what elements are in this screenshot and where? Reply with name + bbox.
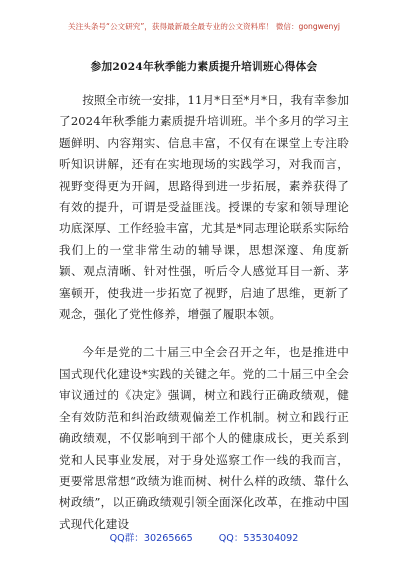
header-notice: 关注头条号“公文研究”，获得最新最全最专业的公文资料库！ 微信：gongwenyj	[68, 22, 340, 31]
paragraph-1: 按照全市统一安排，11月*日至*月*日，我有幸参加了2024年秋季能力素质提升培训班。半个多月的学习主题鲜明、内容翔实、信息丰富，不仅有在课堂上专注聆听知识讲解，还有在实地现场的实践学习，对我而言，视野变得更为开阔，思路得到进一步拓展，素养获得了有效的提升，可谓是受益匪浅。授课的专家和领导理论功底深厚、工作经验丰富，尤其是*同志理论联系实际给我们上的一堂非常生动的辅导课，思想深邃、角度新颖、观点清晰、针对性强，听后令人感觉耳目一新、茅塞顿开，使我进一步拓宽了视野，启迪了思维，更新了观念，强化了党性修养，增强了履职本领。	[59, 93, 349, 322]
footer-contact	[0, 533, 408, 545]
document-title: 参加2024年秋季能力素质提升培训班心得体会	[90, 61, 318, 73]
paragraph-2: 今年是党的二十届三中全会召开之年，也是推进中国式现代化建设*实践的关键之年。党的二十届三中全会审议通过的《决定》强调，树立和践行正确政绩观，健全有效防范和纠治政绩观偏差工作机制。树立和践行正确政绩观，不仅影响到干部个人的健康成长，更关系到党和人民事业发展，对于身处巡察工作一线的我而言，更要常思常想“政绩为谁而树、树什么样的政绩、靠什么树政绩”，以正确政绩观引领全面深化改革，在推动中国式现代化建设	[59, 345, 349, 531]
document-body	[59, 90, 349, 535]
footer-qq-group: QQ群：30265665	[109, 533, 193, 544]
footer-qq-number: QQ：535304092	[218, 533, 299, 544]
paragraph-gap	[59, 325, 349, 342]
